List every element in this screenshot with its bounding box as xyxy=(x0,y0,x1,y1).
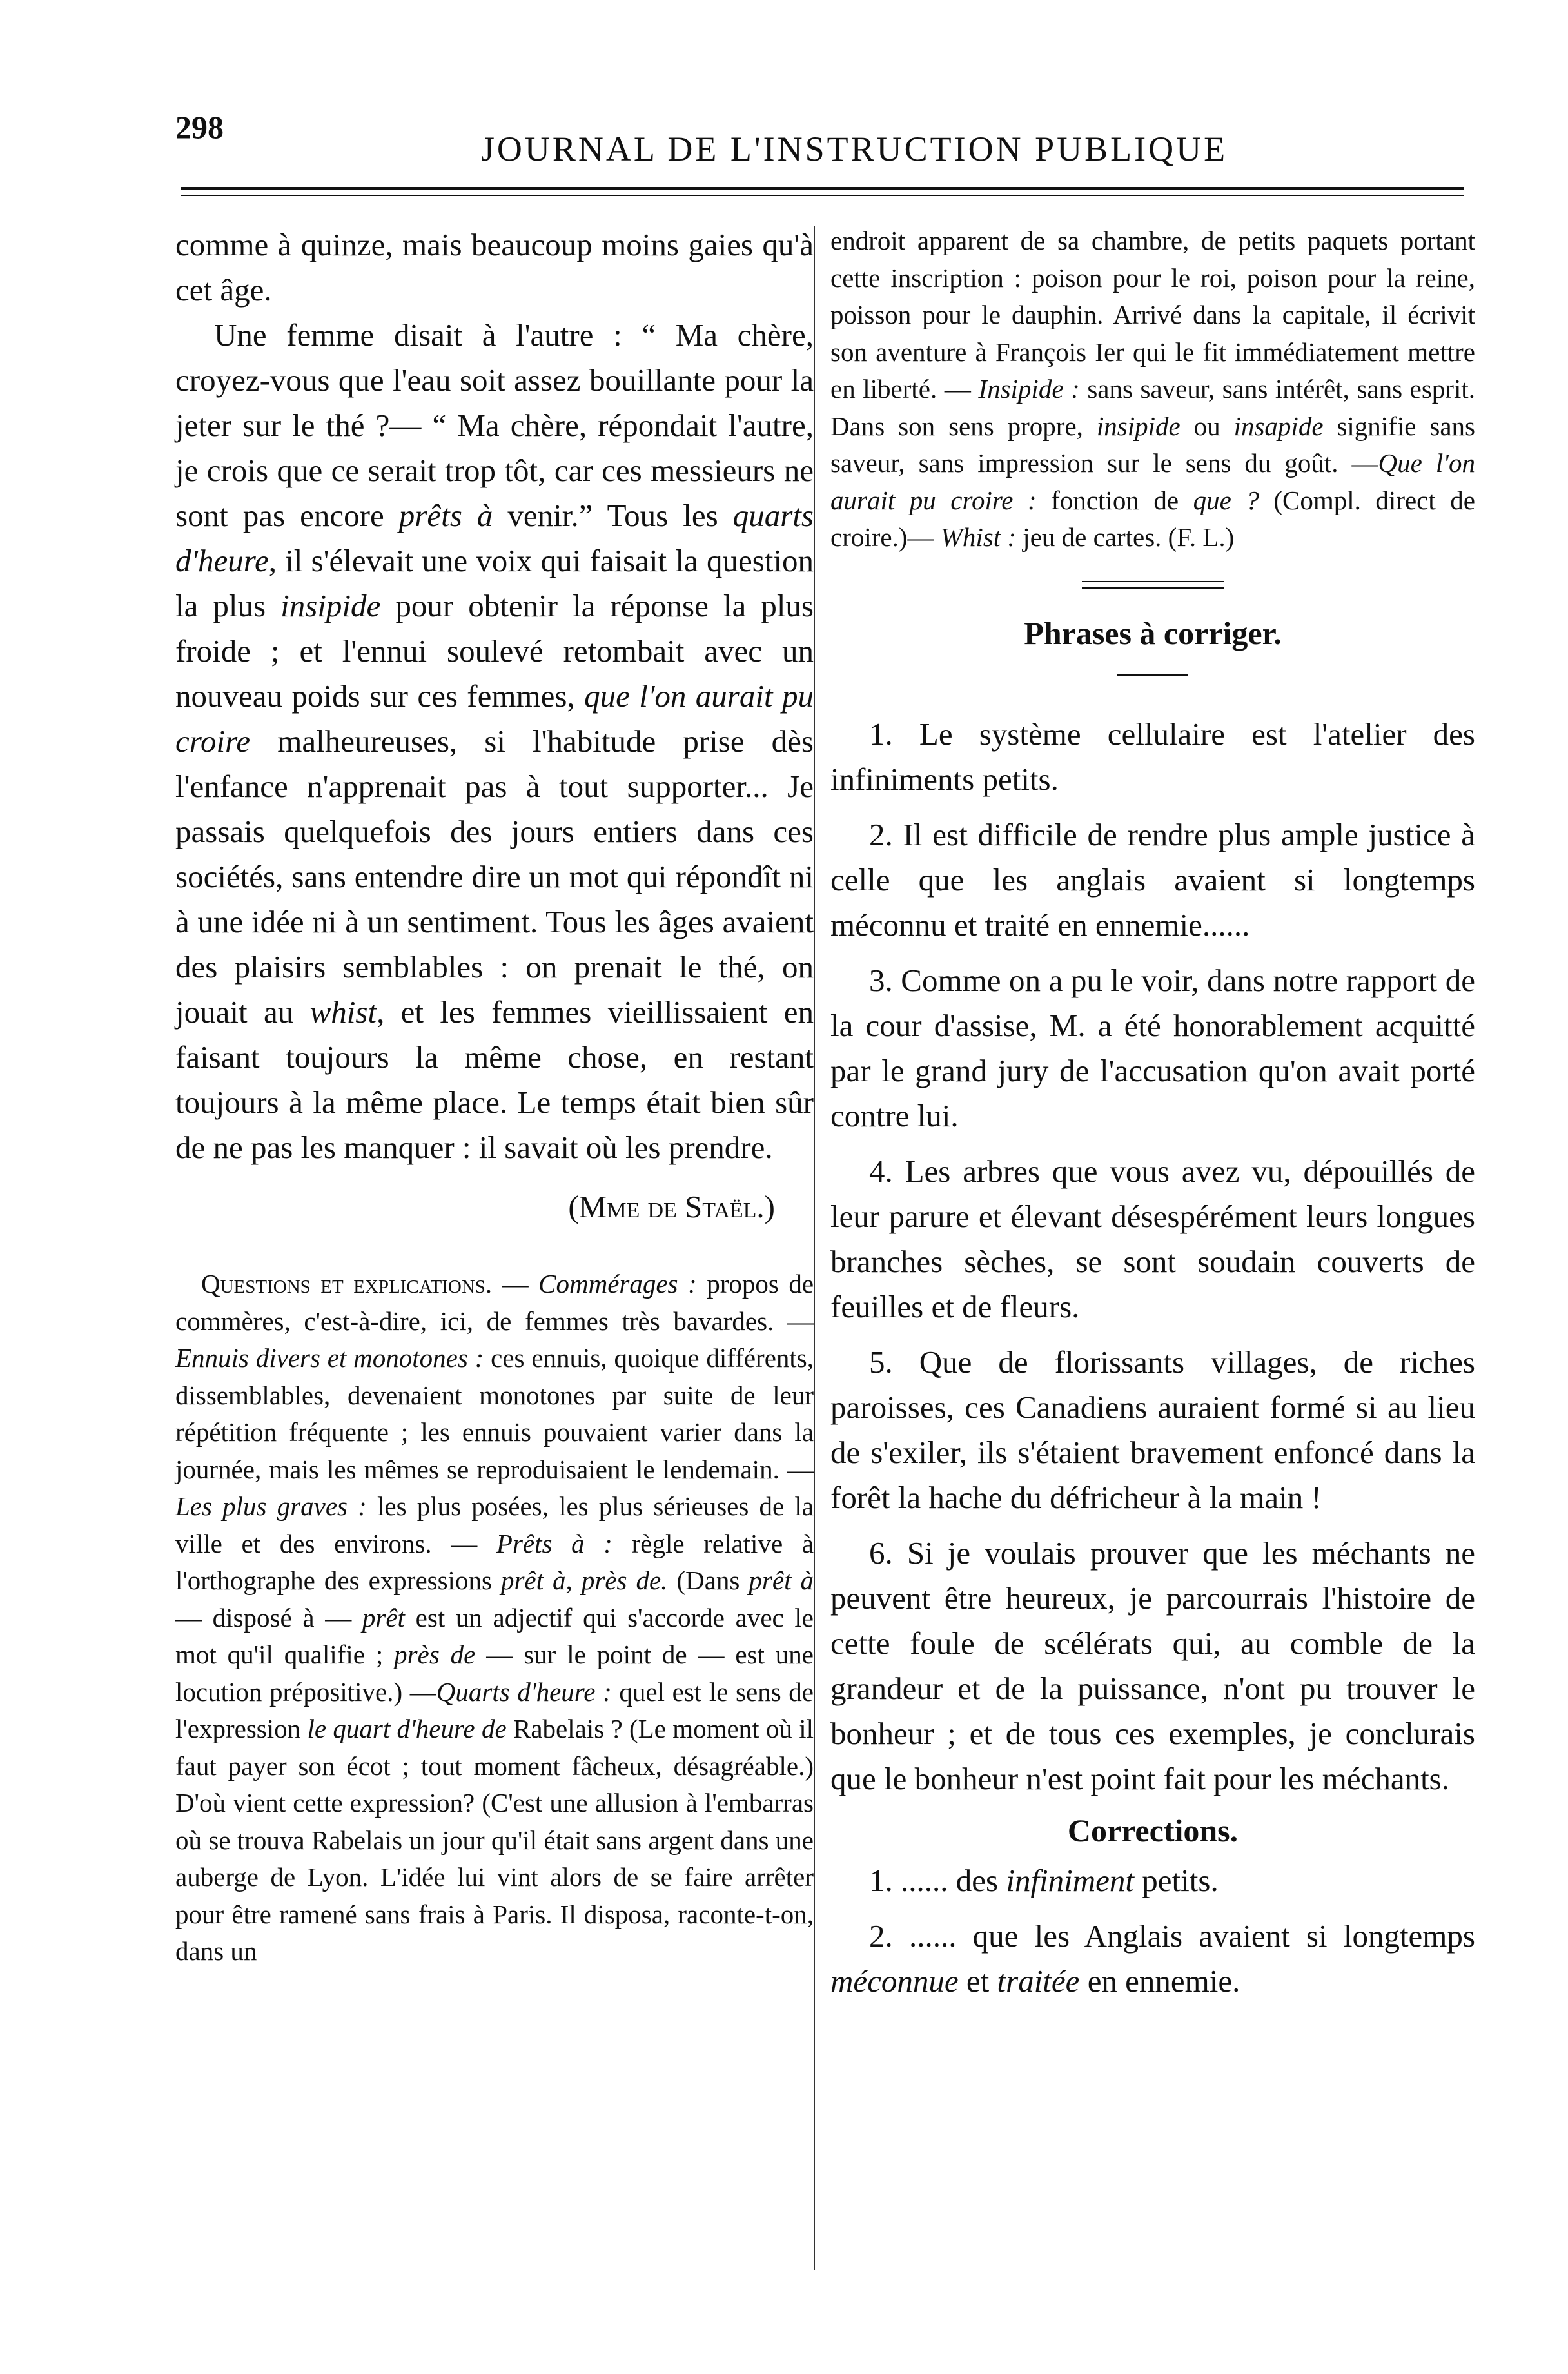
text-span: en ennemie. xyxy=(1079,1963,1240,1999)
left-column xyxy=(175,222,814,1970)
italic-span: que l'on aurait pu croire xyxy=(175,678,814,759)
text-span: (Compl. direct de croire.)— xyxy=(830,485,1475,552)
italic-span: prêt à, près de. xyxy=(500,1565,668,1595)
italic-span: Les plus graves : xyxy=(175,1491,367,1521)
italic-span: prêt à xyxy=(749,1565,814,1595)
italic-span: près de xyxy=(394,1640,476,1669)
text-span: , et les femmes vieillissaient en faisant toujours la même chose, en restant toujours à la même place. Le temps était bien sûr de ne pas les manquer : il savait où les prendre. xyxy=(175,994,814,1165)
text-span: ou xyxy=(1180,411,1234,441)
italic-span: Prêts à : xyxy=(496,1528,612,1558)
text-span: ces ennuis, quoique différents, dissemblables, devenaient monotones par suite de leur répétition fréquente ; les ennuis pouvaient varier dans la journée, mais les mêmes se reproduisaient le lendemain. — xyxy=(175,1343,814,1484)
phrase-item: 1. Le système cellulaire est l'atelier des infiniments petits. xyxy=(830,716,1475,797)
author-signature: (Mme de Staël.) xyxy=(568,1189,775,1224)
header-rule xyxy=(181,187,1464,190)
text-span: petits. xyxy=(1134,1862,1219,1898)
italic-span: insapide xyxy=(1233,411,1324,441)
italic-span: whist xyxy=(309,994,377,1030)
italic-span: insipide xyxy=(1096,411,1181,441)
correction-item xyxy=(830,1858,1475,1903)
text-span: — disposé à — xyxy=(175,1602,362,1633)
text-span: les plus posées, les plus sérieuses de la ville et des environs. — xyxy=(175,1491,814,1558)
right-column xyxy=(830,222,1475,2014)
text-span: Rabelais ? (Le moment où il faut payer son écot ; tout moment fâcheux, désagréable.) D'où vient cette expression? (C'est une allusion à l'embarras où se trouva Rabelais un jour qu'il était sans argent dans une auberge de Lyon. L'idée lui vint alors de se faire arrêter pour être ramené sans frais à Paris. Il disposa, raconte-t-on, dans un xyxy=(175,1714,814,1966)
italic-span: traitée xyxy=(997,1963,1080,1999)
header-rule-thin xyxy=(181,195,1464,196)
page-number: 298 xyxy=(175,109,224,145)
italic-span: le quart d'heure de xyxy=(307,1714,507,1743)
phrase-item: 6. Si je voulais prouver que les méchants ne peuvent être heureux, je parcourrais l'histoire de cette foule de scélérats qui, au comble de la grandeur et de la puissance, n'ont pu trouver le bonheur ; et de tous ces exemples, je conclurais que le bonheur n'est point fait pour les méchants. xyxy=(830,1535,1475,1796)
text-span: propos de commères, c'est-à-dire, ici, de femmes très bavardes. — xyxy=(175,1269,814,1336)
italic-span: insipide xyxy=(280,588,381,623)
text-span: venir.” Tous les xyxy=(493,498,733,533)
paragraph-1: comme à quinze, mais beaucoup moins gaies qu'à cet âge. xyxy=(175,227,814,308)
italic-span: que ? xyxy=(1193,485,1259,515)
italic-span: prêt xyxy=(362,1602,405,1633)
running-head: JOURNAL DE L'INSTRUCTION PUBLIQUE xyxy=(480,130,1228,168)
italic-span: Quarts d'heure : xyxy=(436,1676,612,1707)
italic-span: infiniment xyxy=(1006,1862,1135,1898)
phrase-item: 2. Il est difficile de rendre plus ample justice à celle que les anglais avaient si longtemps méconnu et traité en ennemie...... xyxy=(830,816,1475,943)
text-span: sans saveur, sans intérêt, sans esprit. Dans son sens propre, xyxy=(830,374,1475,441)
phrases-title: Phrases à corriger. xyxy=(1024,614,1282,651)
text-span: fonction de xyxy=(1036,485,1193,515)
text-span: pour obtenir la réponse la plus froide ; et l'ennui soulevé retombait avec un nouveau poids sur ces femmes, xyxy=(175,588,814,714)
italic-span: Que l'on aurait pu croire : xyxy=(830,448,1476,515)
italic-span: Ennuis divers et monotones : xyxy=(175,1343,484,1373)
text-span: endroit apparent de sa chambre, de petits paquets portant cette inscription : poison pour le roi, poison pour la reine, poisson pour le dauphin. Arrivé dans la capitale, il écrivit son aventure à François Ier qui le fit immédiatement mettre en liberté. — xyxy=(830,226,1475,404)
italic-span: Whist : xyxy=(940,522,1017,552)
text-span: 1. ...... des xyxy=(869,1862,1006,1898)
text-span: malheureuses, si l'habitude prise dès l'enfance n'apprenait pas à tout supporter... Je passais quelquefois des jours entiers dans ces sociétés, sans entendre dire un mot qui répondît ni à une idée ni à un sentiment. Tous les âges avaient des plaisirs semblables : on prenait le thé, on jouait au xyxy=(175,723,814,1030)
text-span: , il s'élevait une voix qui faisait la question la plus xyxy=(175,543,814,623)
notes-continued xyxy=(830,222,1475,556)
italic-span: quarts d'heure xyxy=(175,498,814,578)
text-span: 2. ...... que les Anglais avaient si longtemps xyxy=(869,1918,1475,1954)
phrase-item: 3. Comme on a pu le voir, dans notre rapport de la cour d'assise, M. a été honorablement acquitté par le grand jury de l'accusation qu'on avait porté contre lui. xyxy=(830,962,1475,1133)
corrections-title: Corrections. xyxy=(1067,1812,1239,1849)
correction-item xyxy=(830,1914,1475,2004)
notes-heading: Questions et explications. xyxy=(201,1269,493,1299)
italic-span: méconnue xyxy=(830,1963,959,1999)
text-span: (Dans xyxy=(667,1565,749,1595)
column-divider xyxy=(814,226,815,2270)
text-span: jeu de cartes. (F. L.) xyxy=(1016,522,1235,552)
notes-paragraph xyxy=(175,1266,814,1970)
section-divider xyxy=(1082,581,1224,589)
text-span: est un adjectif qui s'accorde avec le mot qu'il qualifie ; xyxy=(175,1602,814,1669)
text-span: — sur le point de — est une locution prépositive.) — xyxy=(175,1640,814,1707)
text-span: règle relative à l'orthographe des expressions xyxy=(175,1528,814,1595)
phrase-item: 5. Que de florissants villages, de riches paroisses, ces Canadiens auraient formé si au lieu de s'exiler, ils s'étaient bravement enfoncé dans la forêt la hache du défricheur à la main ! xyxy=(830,1344,1475,1515)
italic-span: Insipide : xyxy=(978,374,1080,404)
paragraph-2 xyxy=(175,313,814,1170)
italic-span: prêts à xyxy=(398,498,493,533)
text-span: Une femme disait à l'autre : “ Ma chère, croyez-vous que l'eau soit assez bouillante pour la jeter sur le thé ?— “ Ma chère, répondait l'autre, je crois que ce serait trop tôt, car ces messieurs ne sont pas encore xyxy=(175,317,814,533)
text-span: — xyxy=(492,1269,539,1299)
italic-span: Commérages : xyxy=(538,1269,697,1299)
text-span: et xyxy=(958,1963,997,1999)
text-span: quel est le sens de l'expression xyxy=(175,1676,814,1743)
text-span: signifie sans saveur, sans impression sur le sens du goût. — xyxy=(830,411,1475,478)
phrase-item: 4. Les arbres que vous avez vu, dépouillés de leur parure et élevant désespérément leurs longues branches sèches, se sont soudain couverts de feuilles et de fleurs. xyxy=(830,1153,1475,1324)
title-rule xyxy=(1117,674,1188,676)
